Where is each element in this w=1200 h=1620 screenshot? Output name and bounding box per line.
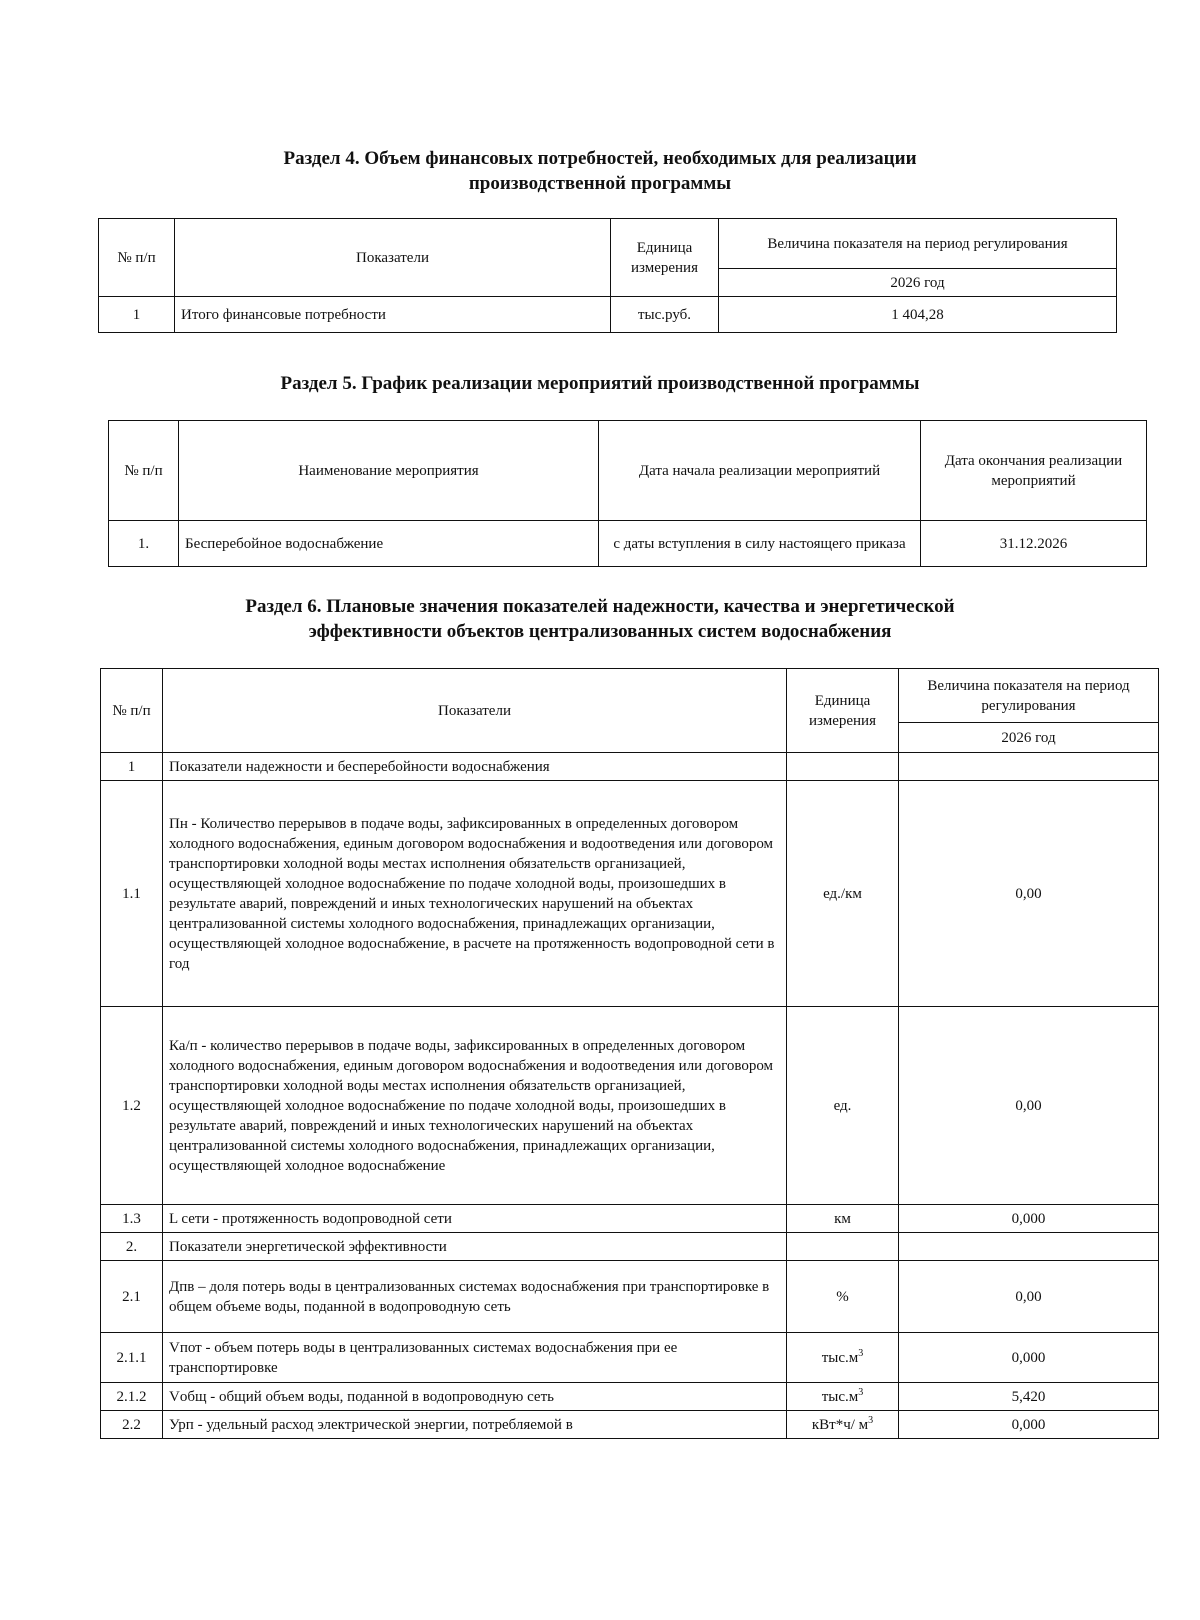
section5-table [108,420,1147,567]
row-value: 0,00 [899,1007,1159,1205]
row-unit [787,753,899,781]
table-row [101,1333,1159,1383]
row-unit: % [787,1261,899,1333]
row-indicator: Показатели надежности и бесперебойности водоснабжения [163,753,787,781]
row-num: 2.1.2 [101,1383,163,1411]
section5-header-row [109,421,1147,521]
table-row [101,1233,1159,1261]
row-num: 1 [99,297,175,333]
row-value: 0,000 [899,1411,1159,1439]
row-num: 2.1 [101,1261,163,1333]
row-value: 0,000 [899,1333,1159,1383]
section5-header-start: Дата начала реализации мероприятий [599,421,921,521]
row-value: 1 404,28 [719,297,1117,333]
row-unit: ед. [787,1007,899,1205]
row-num: 2. [101,1233,163,1261]
row-num: 2.2 [101,1411,163,1439]
row-num: 1.1 [101,781,163,1007]
row-unit: ед./км [787,781,899,1007]
table-row [101,1261,1159,1333]
section4-header-year: 2026 год [719,269,1117,297]
section4-header-value-group: Величина показателя на период регулирования [719,219,1117,269]
row-value: 5,420 [899,1383,1159,1411]
unit-text: тыс.м [821,1349,859,1366]
row-indicator: Урп - удельный расход электрической энергии, потребляемой в [163,1411,787,1439]
row-num: 1 [101,753,163,781]
row-indicator: Показатели энергетической эффективности [163,1233,787,1261]
row-indicator: Дпв – доля потерь воды в централизованных системах водоснабжения при транспортировке в общем объеме воды, поданной в водопроводную сеть [163,1261,787,1333]
section5-title [0,371,1200,396]
row-end: 31.12.2026 [921,521,1147,567]
row-unit: км [787,1205,899,1233]
row-indicator: Vобщ - общий объем воды, поданной в водопроводную сеть [163,1383,787,1411]
row-indicator: Пн - Количество перерывов в подаче воды, зафиксированных в определенных договором холодного водоснабжения, единым договором водоснабжения и водоотведения или договором транспортировки холодной воды местах исполнения обязательств организацией, осуществляющей холодное водоснабжение по подаче холодной воды, произошедших в результате аварий, повреждений и иных технологических нарушений на объектах централизованной системы холодного водоснабжения, принадлежащих организации, осуществляющей холодное водоснабжение, в расчете на протяженность водопроводной сети в год [163,781,787,1007]
row-indicator: Итого финансовые потребности [175,297,611,333]
section4-header-indicator: Показатели [175,219,611,297]
unit-text: тыс.м [821,1388,859,1405]
unit-superscript: 3 [858,1347,864,1359]
table-row [101,1205,1159,1233]
section6-header-year: 2026 год [899,723,1159,753]
row-value [899,1233,1159,1261]
table-row [109,521,1147,567]
row-start: с даты вступления в силу настоящего приказа [599,521,921,567]
row-unit [787,1383,899,1411]
table-row [101,781,1159,1007]
section5-header-end: Дата окончания реализации мероприятий [921,421,1147,521]
section4-title-line1: Раздел 4. Объем финансовых потребностей, необходимых для реализации [283,148,917,169]
section5-header-num: № п/п [109,421,179,521]
section4-title [0,146,1200,196]
section4-table [98,218,1117,333]
section4-header-num: № п/п [99,219,175,297]
section5-title-line: Раздел 5. График реализации мероприятий производственной программы [280,373,920,394]
section6-title [0,594,1200,644]
row-num: 1.2 [101,1007,163,1205]
row-value [899,753,1159,781]
row-name: Бесперебойное водоснабжение [179,521,599,567]
section6-header-unit: Единица измерения [787,669,899,753]
table-row [99,297,1117,333]
section6-title-line1: Раздел 6. Плановые значения показателей надежности, качества и энергетической [245,596,955,617]
row-unit [787,1411,899,1439]
row-indicator: Ка/п - количество перерывов в подаче воды, зафиксированных в определенных договором холодного водоснабжения, единым договором водоснабжения и водоотведения или договором транспортировки холодной воды местах исполнения обязательств организацией, осуществляющей холодное водоснабжение по подаче холодной воды, произошедших в результате аварий, повреждений и иных технологических нарушений на объектах централизованной системы холодного водоснабжения, принадлежащих организации, осуществляющей холодное водоснабжение [163,1007,787,1205]
row-num: 2.1.1 [101,1333,163,1383]
section6-header-num: № п/п [101,669,163,753]
section6-title-line2: эффективности объектов централизованных систем водоснабжения [308,621,892,642]
row-num: 1. [109,521,179,567]
section4-title-line2: производственной программы [468,173,732,194]
row-value: 0,000 [899,1205,1159,1233]
row-indicator: Vпот - объем потерь воды в централизованных системах водоснабжения при ее транспортировке [163,1333,787,1383]
section4-header-row [99,219,1117,269]
section6-header-row [101,669,1159,723]
row-value: 0,00 [899,1261,1159,1333]
section4-header-unit: Единица измерения [611,219,719,297]
section6-table [100,668,1159,1439]
row-value: 0,00 [899,781,1159,1007]
unit-superscript: 3 [868,1414,874,1426]
row-unit: тыс.руб. [611,297,719,333]
row-num: 1.3 [101,1205,163,1233]
section6-header-value-group: Величина показателя на период регулирования [899,669,1159,723]
section5-header-name: Наименование мероприятия [179,421,599,521]
row-unit [787,1233,899,1261]
row-indicator: L сети - протяженность водопроводной сети [163,1205,787,1233]
table-row [101,753,1159,781]
table-row [101,1383,1159,1411]
unit-text: кВт*ч/ м [811,1416,869,1433]
unit-superscript: 3 [858,1386,864,1398]
table-row [101,1007,1159,1205]
table-row [101,1411,1159,1439]
row-unit [787,1333,899,1383]
section6-header-indicator: Показатели [163,669,787,753]
